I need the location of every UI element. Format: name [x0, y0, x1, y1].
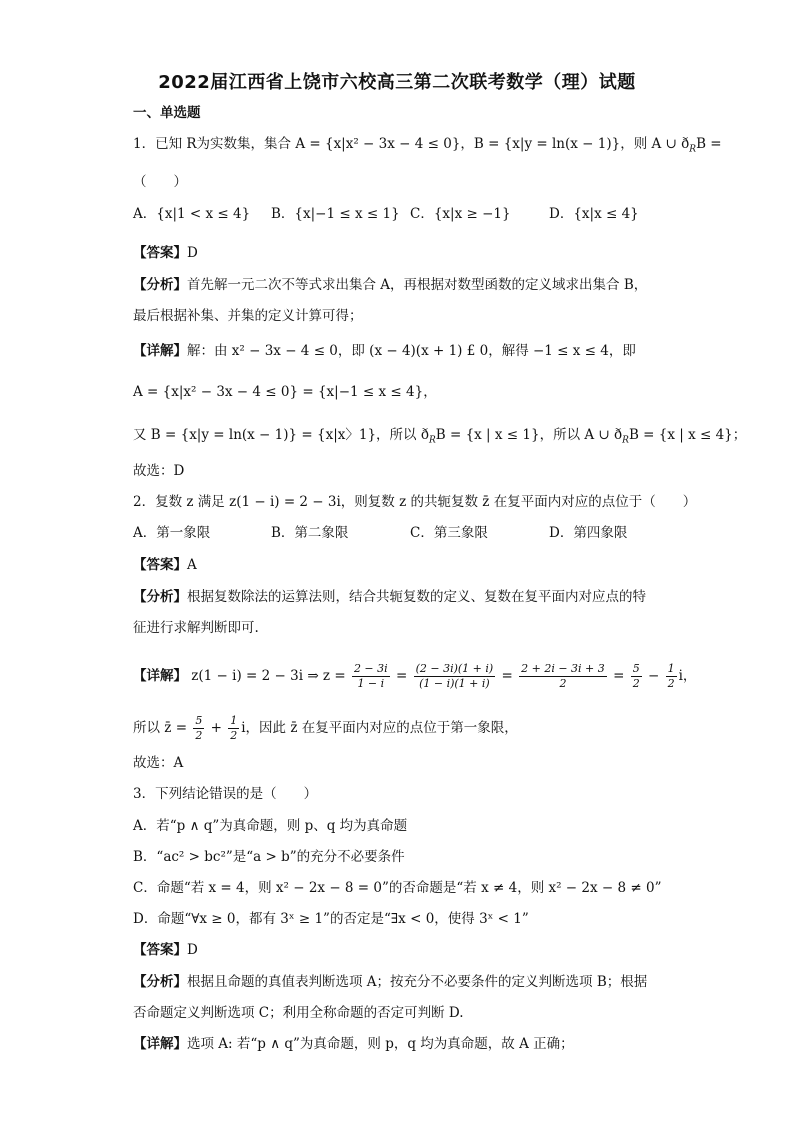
q1-detail-text-3b: B = {x | x ≤ 1}，所以 A ∪ ð: [435, 427, 623, 443]
q2-conclusion: 故选：A: [133, 755, 184, 771]
page-title: 2022届江西省上饶市六校高三第二次联考数学（理）试题: [158, 72, 636, 93]
q2-analysis-text-1: 根据复数除法的运算法则，结合共轭复数的定义、复数在复平面内对应点的特: [187, 589, 646, 605]
q1-paren: （ ）: [133, 174, 187, 190]
q2-option-d: D．第四象限: [549, 525, 628, 541]
q1-stem: 1．已知 R为实数集，集合 A = {x|x² − 3x − 4 ≤ 0}，B = {x|y = ln(x − 1)}，则 A ∪ $ð_RB$ =: [133, 136, 722, 155]
detail-tag: 【详解】: [133, 668, 187, 684]
answer-tag: 【答案】: [133, 557, 187, 573]
q3-detail-text-1: 选项 A: 若“p ∧ q”为真命题，则 p，q 均为真命题，故 A 正确；: [187, 1036, 574, 1052]
q3-answer: [133, 939, 198, 961]
q2-analysis-1: [133, 586, 646, 608]
q2-answer-value: A: [187, 557, 197, 573]
q3-stem: 3．下列结论错误的是（ ）: [133, 786, 318, 802]
answer-tag: 【答案】: [133, 942, 187, 958]
q1-analysis-2: 最后根据补集、并集的定义计算可得；: [133, 308, 363, 324]
q3-option-a: A．若“p ∧ q”为真命题，则 p、q 均为真命题: [133, 818, 408, 834]
q1-analysis-1: [133, 274, 647, 296]
q3-detail-1: [133, 1033, 574, 1055]
q3-analysis-2: 否命题定义判断选项 C；利用全称命题的否定可判断 D.: [133, 1005, 464, 1021]
answer-tag: 【答案】: [133, 245, 187, 261]
q3-answer-value: D: [187, 942, 198, 958]
q1-detail-text-3: 又 B = {x|y = ln(x − 1)} = {x|x〉1}，所以 ð: [133, 427, 429, 443]
analysis-tag: 【分析】: [133, 974, 187, 990]
q3-analysis-1: [133, 971, 647, 993]
fraction-6: $\frac{5}{2}$: [195, 714, 203, 742]
q1-stem-text: 1．已知 R为实数集，集合 A = {x|x² − 3x − 4 ≤ 0}，B = {x|y = ln(x − 1)}，则 A ∪ ð: [133, 136, 690, 152]
q3-option-b: B．“ac² > bc²”是“a > b”的充分不必要条件: [133, 849, 405, 865]
q1-detail-3: 又 B = {x|y = ln(x − 1)} = {x|x〉1}，所以 $ð_RB = \{x$ | x ≤ 1}，所以 A ∪ $ð_RB = \{x$ | x ≤ 4}；: [133, 427, 747, 446]
q1-option-d: D．{x|x ≤ 4}: [549, 206, 639, 222]
analysis-tag: 【分析】: [133, 277, 187, 293]
fraction-5: $\frac{1}{2}$: [667, 662, 675, 690]
q2-option-c: C．第三象限: [410, 525, 488, 541]
detail-tag: 【详解】: [133, 343, 187, 359]
q2-detail-2: 所以 z̄ = $\frac{5}{2}$ + $\frac{1}{2}$ i，因此 z̄ 在复平面内对应的点位于第一象限，: [133, 714, 518, 742]
q2-answer: [133, 554, 197, 576]
detail-tag: 【详解】: [133, 1036, 187, 1052]
q2-analysis-2: 征进行求解判断即可.: [133, 620, 259, 636]
fraction-1: $\frac{2 - 3i}{1 - i}$: [353, 662, 388, 690]
section-heading: 一、单选题: [133, 105, 201, 121]
fraction-2: $\frac{(2 - 3i)(1 + i)}{(1 - i)(1 + i)}$: [415, 662, 494, 690]
q1-conclusion: 故选：D: [133, 463, 185, 479]
q1-stem-end: B =: [696, 136, 722, 152]
q1-answer: [133, 242, 198, 264]
q2-stem: 2．复数 z 满足 z(1 − i) = 2 − 3i，则复数 z 的共轭复数 z̄ 在复平面内对应的点位于（ ）: [133, 494, 697, 510]
fraction-7: $\frac{1}{2}$: [230, 714, 238, 742]
q2-option-a: A．第一象限: [133, 525, 211, 541]
q1-detail-1: [133, 340, 636, 362]
q3-option-c: C．命题“若 x = 4，则 x² − 2x − 8 = 0”的否命题是“若 x ≠ 4，则 x² − 2x − 8 ≠ 0”: [133, 880, 662, 896]
q1-answer-value: D: [187, 245, 198, 261]
q2-option-b: B．第二象限: [271, 525, 349, 541]
fraction-4: $\frac{5}{2}$: [632, 662, 640, 690]
q1-detail-2: A = {x|x² − 3x − 4 ≤ 0} = {x|−1 ≤ x ≤ 4}，: [133, 384, 437, 400]
q1-option-a: A．{x|1 < x ≤ 4}: [133, 206, 251, 222]
q2-detail-1: 【详解】 z(1 − i) = 2 − 3i ⇒ z = $\frac{2 - 3i}{1 - i}$ = $\frac{(2 - 3i)(1 + i)}{(1 - i)(1 + i)}$ = $\frac{2 + 2i - 3i + 3}{2}$ = $\frac{5}{2}$ − $\frac{1}{2}$ i，: [133, 662, 697, 690]
q2-detail-lhs: z(1 − i) = 2 − 3i ⇒ z =: [191, 668, 346, 684]
q3-option-d: D．命题“∀x ≥ 0，都有 3ˣ ≥ 1”的否定是“∃x < 0，使得 3ˣ < 1”: [133, 911, 529, 927]
q1-analysis-text-1: 首先解一元二次不等式求出集合 A，再根据对数型函数的定义域求出集合 B，: [187, 277, 648, 293]
q3-analysis-text-1: 根据且命题的真值表判断选项 A；按充分不必要条件的定义判断选项 B；根据: [187, 974, 648, 990]
q1-detail-text-3c: B = {x | x ≤ 4}；: [628, 427, 747, 443]
fraction-3: $\frac{2 + 2i - 3i + 3}{2}$: [521, 662, 605, 690]
q1-option-c: C．{x|x ≥ −1}: [410, 206, 511, 222]
q1-option-b: B．{x|−1 ≤ x ≤ 1}: [271, 206, 400, 222]
analysis-tag: 【分析】: [133, 589, 187, 605]
q1-detail-text-1: 解：由 x² − 3x − 4 ≤ 0，即 (x − 4)(x + 1) £ 0，解得 −1 ≤ x ≤ 4，即: [187, 343, 636, 359]
